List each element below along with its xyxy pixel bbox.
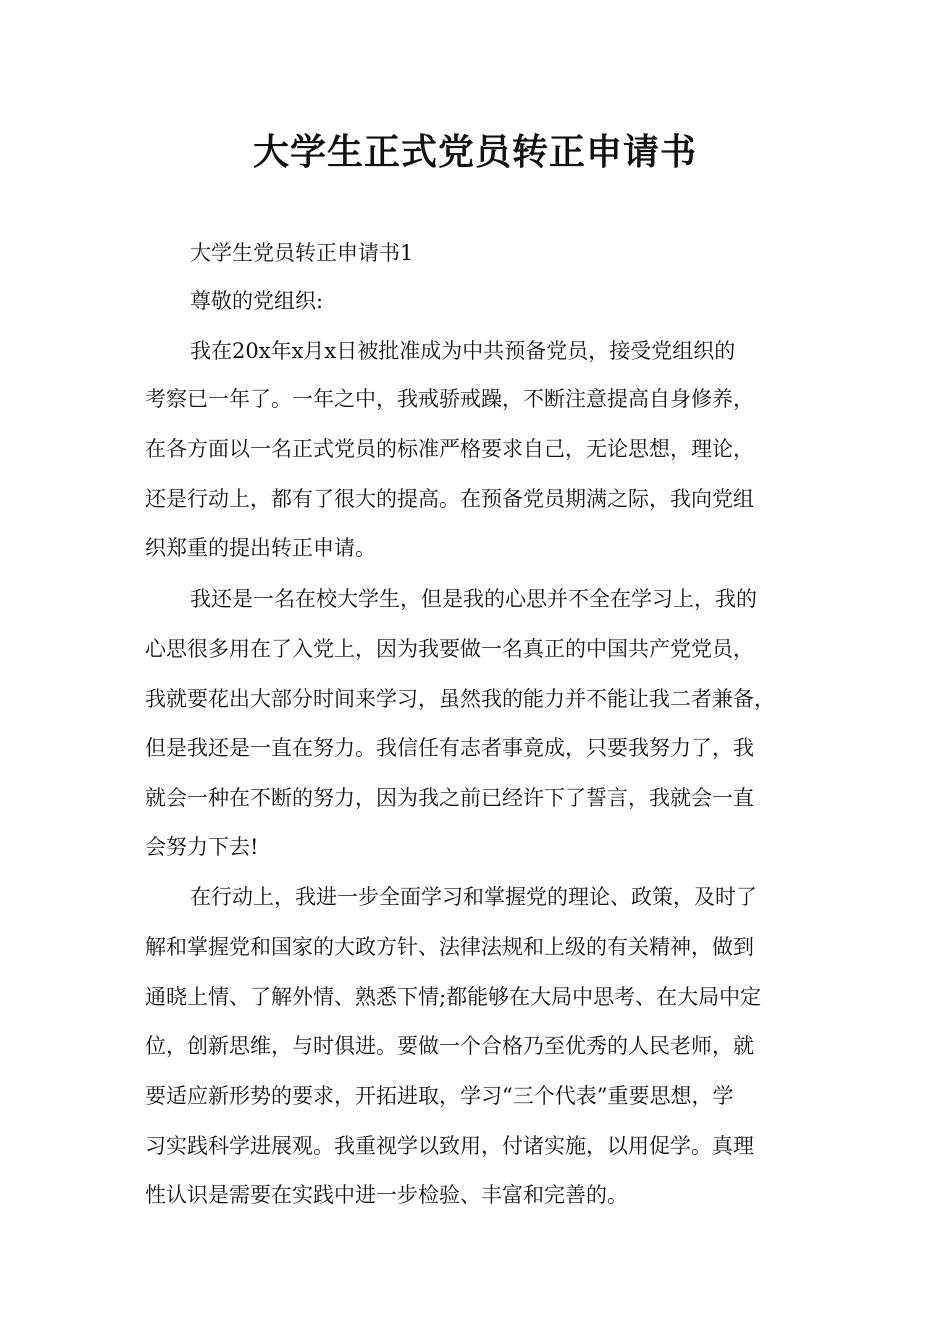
salutation: 尊敬的党组织:: [190, 289, 324, 313]
paragraph-line: 我就要花出大部分时间来学习，虽然我的能力并不能让我二者兼备，: [145, 687, 775, 711]
paragraph-line: 性认识是需要在实践中进一步检验、丰富和完善的。: [145, 1183, 628, 1207]
paragraph-line: 解和掌握党和国家的大政方针、法律法规和上级的有关精神，做到: [145, 935, 754, 959]
document-title: 大学生正式党员转正申请书: [252, 132, 697, 173]
paragraph-line: 通晓上情、了解外情、熟悉下情;都能够在大局中思考、在大局中定: [145, 985, 762, 1009]
paragraph-line: 织郑重的提出转正申请。: [145, 536, 376, 560]
paragraph-line: 会努力下去!: [145, 835, 259, 859]
paragraph-line: 还是行动上，都有了很大的提高。在预备党员期满之际，我向党组: [145, 487, 754, 511]
paragraph-line: 位，创新思维，与时俱进。要做一个合格乃至优秀的人民老师，就: [145, 1034, 754, 1058]
paragraph-line: 我在20x年x月x日被批准成为中共预备党员，接受党组织的: [190, 339, 736, 363]
paragraph-line: 我还是一名在校大学生，但是我的心思并不全在学习上，我的: [190, 587, 757, 611]
paragraph-line: 心思很多用在了入党上，因为我要做一名真正的中国共产党党员，: [145, 637, 754, 661]
paragraph-line: 考察已一年了。一年之中，我戒骄戒躁，不断注意提高自身修养，: [145, 387, 754, 411]
paragraph-line: 习实践科学进展观。我重视学以致用，付诸实施，以用促学。真理: [145, 1134, 754, 1158]
paragraph-line: 要适应新形势的要求，开拓进取，学习“三个代表”重要思想，学: [145, 1084, 734, 1108]
paragraph-line: 在各方面以一名正式党员的标准严格要求自己，无论思想，理论，: [145, 437, 754, 461]
paragraph-line: 就会一种在不断的努力，因为我之前已经许下了誓言，我就会一直: [145, 786, 754, 810]
paragraph-line: 但是我还是一直在努力。我信任有志者事竟成，只要我努力了，我: [145, 736, 754, 760]
document-subtitle: 大学生党员转正申请书1: [190, 241, 414, 265]
paragraph-line: 在行动上，我进一步全面学习和掌握党的理论、政策，及时了: [190, 885, 757, 909]
